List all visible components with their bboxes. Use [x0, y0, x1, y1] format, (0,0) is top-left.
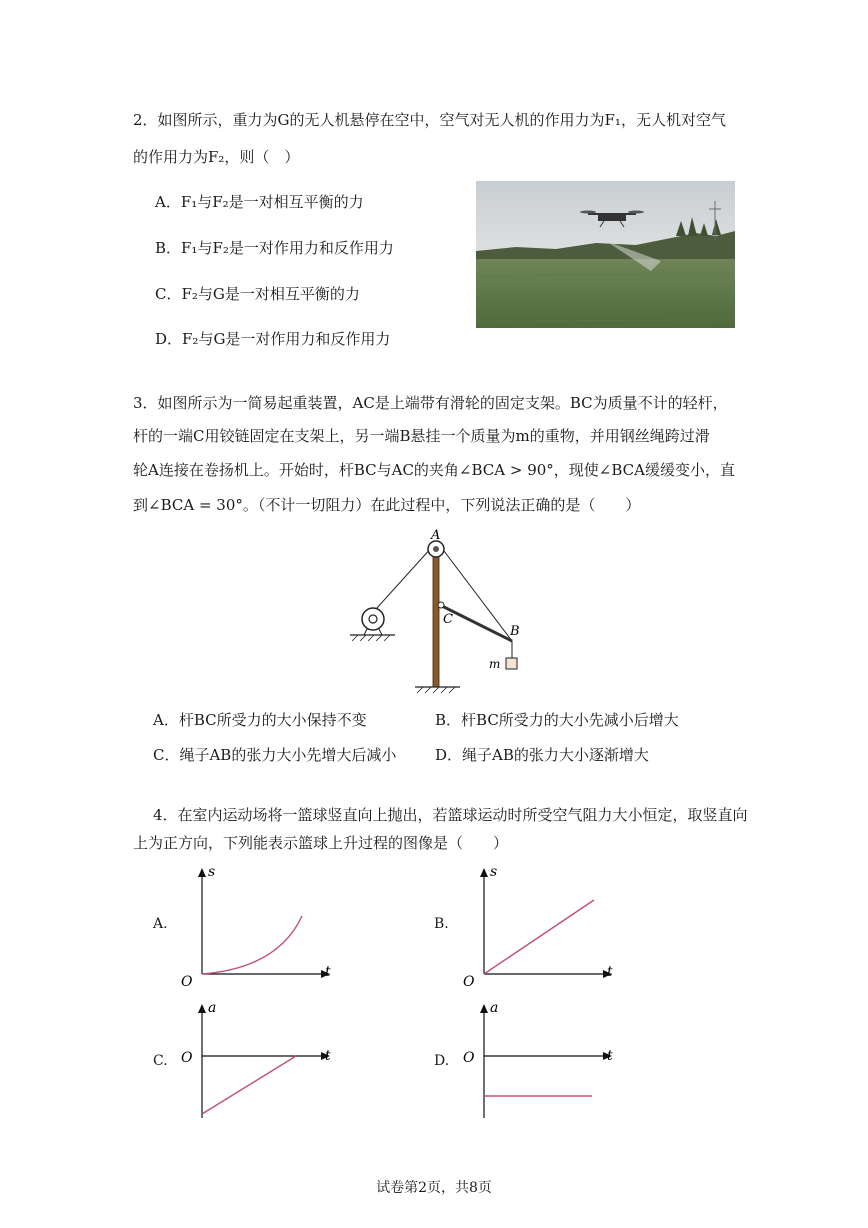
q3-stem-line2: 杆的一端C用铰链固定在支架上，另一端B悬挂一个质量为m的重物，并用钢丝绳跨过滑	[133, 427, 710, 445]
support-pole-ac	[433, 551, 439, 687]
q2-option-d[interactable]: D．F₂与G是一对作用力和反作用力	[155, 330, 391, 348]
graph-a-curve	[202, 916, 302, 974]
graph-c-line	[202, 1056, 296, 1114]
graph-d-ylabel: a	[490, 1000, 499, 1016]
q3-option-c[interactable]: C．绳子AB的张力大小先增大后减小	[153, 746, 397, 764]
graph-b-origin: O	[463, 974, 475, 990]
label-m: m	[489, 657, 501, 671]
graph-d-option[interactable]: D.	[434, 1053, 450, 1069]
label-a: A	[431, 528, 441, 543]
graph-c-xlabel: t	[325, 1048, 331, 1064]
crane-diagram	[340, 525, 540, 695]
q2-stem-line2: 的作用力为F₂，则（ ）	[133, 148, 300, 166]
q2-option-c[interactable]: C．F₂与G是一对相互平衡的力	[155, 285, 360, 303]
q2-stem-line1: 2．如图所示，重力为G的无人机悬停在空中，空气对无人机的作用力为F₁，无人机对空气	[133, 111, 726, 129]
graph-d-xlabel: t	[607, 1048, 613, 1064]
label-b: B	[510, 624, 520, 639]
q4-stem-line1: 4．在室内运动场将一篮球竖直向上抛出，若篮球运动时所受空气阻力大小恒定，取竖直向	[153, 806, 748, 824]
graph-d	[460, 996, 620, 1121]
q3-option-a[interactable]: A．杆BC所受力的大小保持不变	[153, 711, 367, 729]
graph-a-ylabel: s	[208, 864, 216, 880]
graph-b-xlabel: t	[607, 964, 613, 980]
graph-c	[178, 996, 338, 1121]
q3-option-b[interactable]: B．杆BC所受力的大小先减小后增大	[435, 711, 679, 729]
mass-m	[506, 658, 517, 669]
q2-option-b[interactable]: B．F₁与F₂是一对作用力和反作用力	[155, 239, 394, 257]
graph-c-ylabel: a	[208, 1000, 217, 1016]
graph-b-option[interactable]: B.	[434, 916, 449, 932]
q4-stem-line2: 上为正方向，下列能表示篮球上升过程的图像是（ ）	[133, 834, 509, 852]
graph-d-origin: O	[463, 1050, 475, 1066]
drone-photo	[476, 181, 735, 328]
label-c: C	[443, 612, 453, 627]
graph-b-ylabel: s	[490, 864, 498, 880]
graph-a	[178, 860, 338, 990]
graph-a-option[interactable]: A.	[153, 916, 168, 932]
winch-drum	[362, 608, 384, 630]
q3-stem-line1: 3．如图所示为一简易起重装置，AC是上端带有滑轮的固定支架。BC为质量不计的轻杆，	[133, 394, 728, 412]
graph-c-origin: O	[181, 1050, 193, 1066]
graph-b-line	[484, 900, 594, 974]
graph-a-xlabel: t	[325, 964, 331, 980]
q2-option-a[interactable]: A．F₁与F₂是一对相互平衡的力	[155, 193, 364, 211]
q3-stem-line4: 到∠BCA = 30°。（不计一切阻力）在此过程中，下列说法正确的是（ ）	[133, 496, 641, 514]
graph-b	[460, 860, 620, 990]
graph-c-option[interactable]: C.	[153, 1053, 168, 1069]
page-footer: 试卷第2页，共8页	[376, 1180, 492, 1196]
q3-stem-line3: 轮A连接在卷扬机上。开始时，杆BC与AC的夹角∠BCA > 90°，现使∠BCA缓缓变小，直	[133, 461, 735, 479]
q3-option-d[interactable]: D．绳子AB的张力大小逐渐增大	[435, 746, 649, 764]
graph-a-origin: O	[181, 974, 193, 990]
